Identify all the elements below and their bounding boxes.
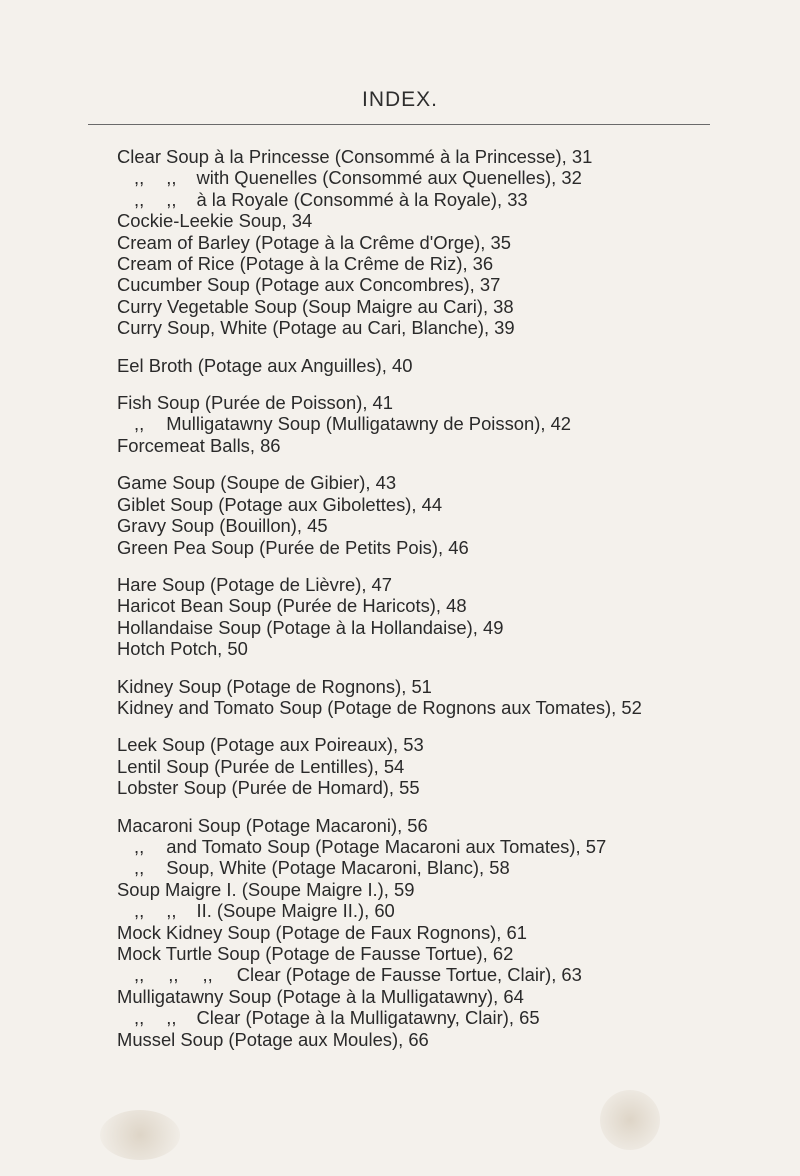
index-entry [117,836,757,857]
ditto-mark: ,, [134,1007,145,1029]
index-entry-text: with Quenelles (Consommé aux Quenelles), 32 [196,167,582,189]
index-entry-text: Fish Soup (Purée de Poisson), 41 [117,392,394,414]
paper-stain [600,1090,660,1150]
index-entry-text: Clear Soup à la Princesse (Consommé à la Princesse), 31 [117,146,593,167]
index-entry-text: Haricot Bean Soup (Purée de Haricots), 48 [117,595,467,617]
index-entry-text: Mock Kidney Soup (Potage de Faux Rognons), 61 [117,921,527,943]
index-entry [117,574,757,595]
index-entry [117,296,757,317]
index-entry-text: Clear (Potage de Fausse Tortue, Clair), 63 [236,964,582,986]
index-entry-text: and Tomato Soup (Potage Macaroni aux Tomates), 57 [166,835,607,857]
index-entry-text: Hotch Potch, 50 [117,638,248,660]
heading-rule [88,124,710,125]
index-entry [117,317,757,338]
index-entry-text: Mussel Soup (Potage aux Moules), 66 [117,1028,429,1050]
ditto-mark: ,, [168,964,179,986]
ditto-mark: ,, [166,167,177,189]
index-group [117,815,757,1050]
index-entry [117,922,757,943]
index-entry-text: Hare Soup (Potage de Lièvre), 47 [117,573,393,595]
index-entry-text: Mulligatawny Soup (Potage à la Mulligatawny), 64 [117,985,524,1007]
index-group [117,734,757,798]
ditto-mark: ,, [134,835,145,857]
index-entry [117,435,757,456]
index-entry [117,638,757,659]
index-entry-text: Forcemeat Balls, 86 [117,434,281,456]
index-group [117,574,757,660]
index-entry [117,253,757,274]
page-heading: INDEX. [361,88,438,111]
index-entry-text: Cockie-Leekie Soup, 34 [117,210,313,232]
index-entry [117,617,757,638]
index-entry [117,515,757,536]
index-entry-text: II. (Soupe Maigre II.), 60 [196,900,395,922]
index-entry [117,676,757,697]
ditto-mark: ,, [166,1007,177,1029]
index-entry [117,734,757,755]
index-entry-text: Soup, White (Potage Macaroni, Blanc), 58 [166,857,510,879]
index-group [117,676,757,719]
index-entry [117,879,757,900]
index-entry-text: Lobster Soup (Purée de Homard), 55 [117,777,420,799]
ditto-mark: ,, [134,188,145,210]
ditto-mark: ,, [134,900,145,922]
index-entry [117,392,757,413]
index-entry-text: Clear (Potage à la Mulligatawny, Clair), 65 [196,1007,540,1029]
index-entry-text: Mulligatawny Soup (Mulligatawny de Poisson), 42 [166,413,572,435]
index-entry-text: Lentil Soup (Purée de Lentilles), 54 [117,755,405,777]
ditto-mark: ,, [134,413,145,435]
index-entry [117,595,757,616]
index-entry-text: Game Soup (Soupe de Gibier), 43 [117,472,397,494]
index-entry [117,1007,757,1028]
index-list [117,146,757,1066]
index-entry-text: Leek Soup (Potage aux Poireaux), 53 [117,734,424,756]
index-group [117,472,757,558]
index-entry-text: Soup Maigre I. (Soupe Maigre I.), 59 [117,878,415,900]
ditto-mark: ,, [166,188,177,210]
index-entry-text: Kidney Soup (Potage de Rognons), 51 [117,675,432,697]
index-entry [117,274,757,295]
index-entry-text: à la Royale (Consommé à la Royale), 33 [196,188,528,210]
index-entry-text: Hollandaise Soup (Potage à la Hollandaise), 49 [117,616,504,638]
ditto-mark: ,, [166,900,177,922]
index-entry [117,472,757,493]
index-entry-text: Macaroni Soup (Potage Macaroni), 56 [117,814,428,836]
index-entry [117,210,757,231]
index-entry [117,943,757,964]
index-entry [117,189,757,210]
index-entry [117,756,757,777]
index-entry-text: Cream of Rice (Potage à la Crême de Riz), 36 [117,253,494,275]
index-entry [117,900,757,921]
index-entry-text: Gravy Soup (Bouillon), 45 [117,515,328,537]
ditto-mark: ,, [134,167,145,189]
index-entry-text: Cream of Barley (Potage à la Crême d'Orge), 35 [117,231,511,253]
index-entry [117,986,757,1007]
index-entry-text: Kidney and Tomato Soup (Potage de Rognons aux Tomates), 52 [117,696,642,718]
index-entry [117,494,757,515]
index-entry [117,167,757,188]
index-entry-text: Green Pea Soup (Purée de Petits Pois), 46 [117,536,469,558]
index-entry [117,777,757,798]
index-group [117,355,757,376]
index-entry [117,146,757,167]
index-entry [117,815,757,836]
index-entry [117,964,757,985]
ditto-mark: ,, [134,857,145,879]
index-entry [117,537,757,558]
index-group [117,392,757,456]
index-entry [117,857,757,878]
index-entry-text: Eel Broth (Potage aux Anguilles), 40 [117,354,413,376]
index-entry-text: Giblet Soup (Potage aux Gibolettes), 44 [117,493,443,515]
ditto-mark: ,, [134,964,145,986]
paper-stain [100,1110,180,1160]
index-entry [117,1029,757,1050]
index-entry-text: Cucumber Soup (Potage aux Concombres), 37 [117,274,501,296]
index-group [117,146,757,339]
index-entry [117,355,757,376]
index-entry [117,413,757,434]
index-entry-text: Curry Soup, White (Potage au Cari, Blanche), 39 [117,317,515,339]
ditto-mark: ,, [202,964,213,986]
index-entry-text: Curry Vegetable Soup (Soup Maigre au Cari), 38 [117,295,514,317]
index-entry-text: Mock Turtle Soup (Potage de Fausse Tortue), 62 [117,943,514,964]
index-entry [117,232,757,253]
index-entry [117,697,757,718]
